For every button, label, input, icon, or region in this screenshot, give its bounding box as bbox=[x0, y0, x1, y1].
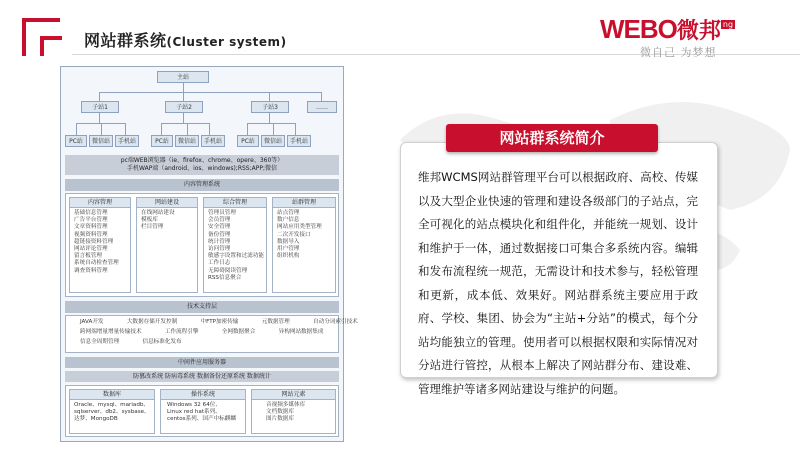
content-management-header: 内容管理系统 bbox=[65, 179, 339, 191]
terminal-pc: PC站 bbox=[65, 135, 87, 147]
module-items: 基础信息管理 广告平台管理 文章资料管理 视频资料管理 超链接资料管理 网站评论管理 留言板管理 系统自动检查管理 调查资料管理 bbox=[74, 210, 119, 274]
module-title: 综合管理 bbox=[204, 198, 266, 208]
middleware-band: 中间件应用服务器 bbox=[65, 357, 339, 368]
connector bbox=[99, 92, 321, 93]
os-title: 操作系统 bbox=[161, 390, 245, 400]
subsite-node: 子站1 bbox=[81, 101, 119, 113]
connector bbox=[269, 113, 270, 123]
connector bbox=[247, 123, 295, 124]
database-items: Oracle、mysql、mariadb、 sqlserver、db2、sysbase、 达梦、MongoDB bbox=[74, 402, 150, 423]
terminal-mobile: 手机站 bbox=[115, 135, 139, 147]
tech-row: 信息全周期管理 信息标准化发布 bbox=[80, 339, 182, 345]
terminal-pc: PC站 bbox=[151, 135, 173, 147]
security-band: 防篡改系统 防病毒系统 数据备份还原系统 数据统计 bbox=[65, 371, 339, 382]
connector bbox=[183, 113, 184, 123]
terminal-wechat: 微信站 bbox=[175, 135, 199, 147]
connector bbox=[125, 123, 126, 135]
terminal-mobile: 手机站 bbox=[287, 135, 311, 147]
logo-cn: 微邦 bbox=[676, 19, 721, 44]
tech-row: 跨网端增量增量传输技术 工作流程引擎 全网数据聚合 异构网站数据集成 bbox=[80, 329, 324, 335]
brand-logo bbox=[600, 14, 780, 64]
connector bbox=[183, 92, 184, 101]
connector bbox=[99, 92, 100, 101]
connector bbox=[161, 123, 209, 124]
connector bbox=[99, 113, 100, 123]
module-site-build bbox=[136, 197, 198, 293]
access-line-1: pc端WEB浏览器（ie、firefox、chrome、opere、360等） bbox=[120, 157, 284, 164]
module-content bbox=[69, 197, 131, 293]
module-items: 管理员管理 会员管理 安全管理 备份管理 统计管理 访问管理 敏感字设置和过滤功能 工作日志 无障碍阅读管理 RSS信息聚合 bbox=[208, 210, 264, 281]
tech-support-panel bbox=[65, 315, 358, 353]
logo-slogan: 微自己 为梦想 bbox=[640, 46, 717, 59]
site-elements-title: 网站元素 bbox=[252, 390, 335, 400]
terminal-mobile: 手机站 bbox=[201, 135, 225, 147]
module-items: 站点管理 数户信息 网站应用类型管理 二次开发接口 数据导入 用户管理 组织机构 bbox=[277, 210, 322, 260]
module-title: 内容管理 bbox=[70, 198, 130, 208]
page-title-en: (Cluster system) bbox=[166, 35, 287, 49]
connector bbox=[76, 123, 77, 135]
connector bbox=[187, 123, 188, 135]
intro-body: 维邦WCMS网站群管理平台可以根据政府、高校、传媒以及大型企业快速的管理和建设各级部门的子站点，完全可视化的站点模块化和组件化，并能统一规划、设计和维护于一体，通过数据接口可集合多系统内容。编辑和发布流程统一规范，无需设计和技术参与，轻松管理和更新，成本低、效果好。网站群系统主要应用于政府、学校、集团、协会为“主站+分站”的模式，每个分站均能独立的管理。使用者可以根据权限和实际情况对分站进行管控，从根本上解决了网站群分布、建设难、管理维护等诸多网站建设与维护的问题。 bbox=[418, 170, 698, 396]
terminal-pc: PC站 bbox=[237, 135, 259, 147]
connector bbox=[183, 83, 184, 92]
database-box bbox=[69, 389, 155, 434]
logo-wordmark: WEBO bbox=[600, 14, 677, 44]
access-layer bbox=[65, 155, 339, 175]
connector bbox=[269, 92, 270, 101]
connector bbox=[101, 123, 102, 135]
intro-heading: 网站群系统简介 bbox=[446, 124, 658, 152]
connector bbox=[161, 123, 162, 135]
module-cluster bbox=[272, 197, 336, 293]
corner-decoration-inner bbox=[40, 36, 62, 56]
connector bbox=[209, 123, 210, 135]
site-elements-box bbox=[251, 389, 336, 434]
connector bbox=[321, 92, 322, 101]
module-items: 在线网站建设 模板库 栏目管理 bbox=[141, 210, 175, 231]
connector bbox=[295, 123, 296, 135]
tech-row: JAVA开发 大数据存储开发控制 中FTP加密传输 元数据管理 自动分词索引技术 bbox=[80, 319, 358, 325]
tech-support-header: 技术支持层 bbox=[65, 301, 339, 313]
terminal-wechat: 微信站 bbox=[89, 135, 113, 147]
root-node: 主站 bbox=[157, 71, 209, 83]
connector bbox=[247, 123, 248, 135]
page-title: 网站群系统(Cluster system) bbox=[84, 31, 287, 50]
subsite-node: …… bbox=[307, 101, 337, 113]
content-management-panel bbox=[65, 193, 339, 297]
os-box bbox=[160, 389, 246, 434]
subsite-node: 子站2 bbox=[165, 101, 203, 113]
connector bbox=[273, 123, 274, 135]
module-general bbox=[203, 197, 267, 293]
terminal-wechat: 微信站 bbox=[261, 135, 285, 147]
site-elements-items: 音视频多媒体库 文档数据库 图片数据库 bbox=[266, 402, 306, 423]
infrastructure-panel bbox=[65, 385, 339, 437]
module-title: 站群管理 bbox=[273, 198, 335, 208]
access-line-2: 手机WAP端（android、ios、windows);RSS;APP;微信 bbox=[127, 165, 277, 172]
database-title: 数据库 bbox=[70, 390, 154, 400]
subsite-node: 子站3 bbox=[251, 101, 289, 113]
os-items: Windows 32 64位、 Linux red hat系列、 centos系列、国产中标麒麟 bbox=[167, 402, 236, 423]
logo-tld: ng bbox=[722, 20, 734, 29]
module-title: 网站建设 bbox=[137, 198, 197, 208]
architecture-diagram bbox=[60, 66, 358, 442]
